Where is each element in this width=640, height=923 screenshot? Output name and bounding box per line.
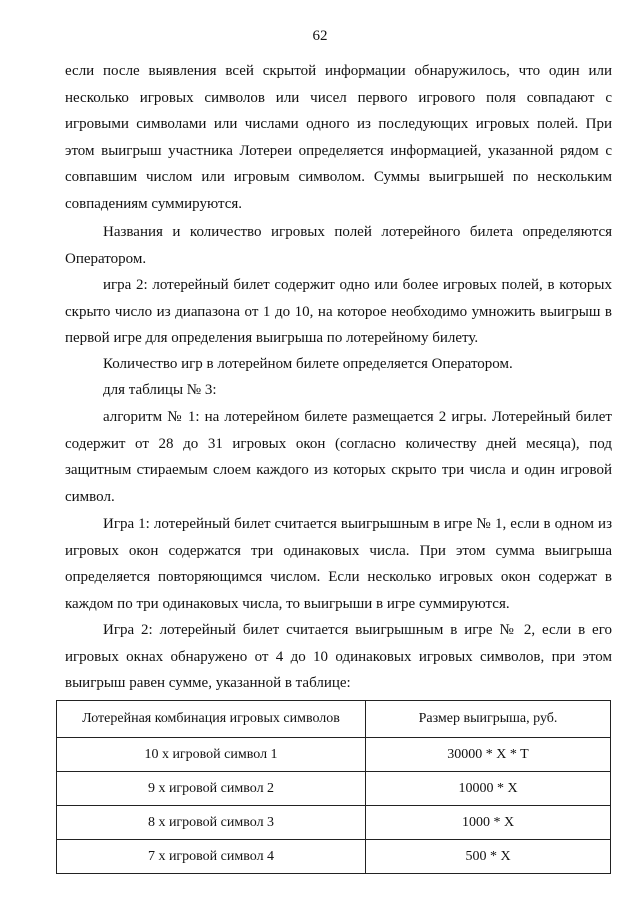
prize-cell: 500 * X: [366, 840, 611, 874]
text-line: если после выявления всей скрытой информации обнаружилось, что один или: [65, 63, 612, 79]
paragraph-game2: [65, 272, 612, 352]
text-line: определяется повторяющимся числом. Если несколько игровых окон содержат в: [65, 569, 612, 585]
prize-table: [56, 700, 611, 874]
text-line: для таблицы № 3:: [103, 382, 217, 398]
text-line: содержит от 28 до 31 игровых окон (согласно количеству дней месяца), под: [65, 435, 612, 452]
text-line: игровых окон содержатся три одинаковых числа. При этом сумма выигрыша: [65, 542, 612, 559]
paragraph-game1-rules: [65, 511, 612, 617]
text-line: алгоритм № 1: на лотерейном билете размещается 2 игры. Лотерейный билет: [103, 409, 612, 425]
paragraph-game-count: [65, 351, 612, 378]
text-line: символ.: [65, 488, 115, 505]
table-row: [57, 840, 611, 874]
combination-cell: 10 х игровой символ 1: [57, 738, 366, 772]
text-line: защитным стираемым слоем каждого из которых скрыто три числа и один игровой: [65, 462, 612, 478]
page-number: 62: [312, 28, 328, 44]
paragraph-continuation: [65, 58, 612, 217]
combination-cell: 9 х игровой символ 2: [57, 772, 366, 806]
paragraph-table3-heading: [65, 377, 612, 404]
text-line: первой игре для определения выигрыша по лотерейному билету.: [65, 330, 479, 346]
combination-cell: 7 х игровой символ 4: [57, 840, 366, 874]
prize-cell: 1000 * X: [366, 806, 611, 840]
header-prize: Размер выигрыша, руб.: [366, 701, 611, 738]
paragraph-fields: [65, 219, 612, 272]
text-line: этом выигрыш участника Лотереи определяется информацией, указанной рядом с: [65, 142, 612, 159]
header-combination: Лотерейная комбинация игровых символов: [57, 701, 366, 738]
combination-cell: 8 х игровой символ 3: [57, 806, 366, 840]
text-line: совпавшим числом или игровым символом. Суммы выигрышей по нескольким: [65, 169, 612, 185]
text-line: Названия и количество игровых полей лотерейного билета определяются: [103, 224, 612, 240]
text-line: Игра 1: лотерейный билет считается выигрышным в игре № 1, если в одном из: [103, 516, 612, 532]
text-line: игра 2: лотерейный билет содержит одно или более игровых полей, в которых: [103, 277, 612, 293]
text-line: Количество игр в лотерейном билете определяется Оператором.: [103, 356, 513, 372]
text-line: игровыми символами или числами одного из последующих игровых полей. При: [65, 116, 612, 132]
paragraph-algorithm1: [65, 404, 612, 510]
table-row: [57, 738, 611, 772]
text-line: выигрыш равен сумме, указанной в таблице:: [65, 675, 351, 691]
prize-cell: 10000 * X: [366, 772, 611, 806]
text-line: Игра 2: лотерейный билет считается выигрышным в игре № 2, если в его: [103, 622, 612, 638]
text-line: несколько игровых символов или чисел первого игрового поля совпадают с: [65, 89, 612, 106]
table-row: [57, 806, 611, 840]
table-header-row: [57, 701, 611, 738]
text-line: каждом по три одинаковых числа, то выигрыши в игре суммируются.: [65, 595, 510, 612]
paragraph-game2-rules: [65, 617, 612, 697]
text-line: скрыто число из диапазона от 1 до 10, на которое необходимо умножить выигрыш в: [65, 303, 612, 320]
prize-cell: 30000 * X * T: [366, 738, 611, 772]
text-line: Оператором.: [65, 250, 147, 267]
table-row: [57, 772, 611, 806]
text-line: совпадениям суммируются.: [65, 195, 243, 212]
text-line: игровых окнах обнаружено от 4 до 10 одинаковых игровых символов, при этом: [65, 648, 612, 665]
